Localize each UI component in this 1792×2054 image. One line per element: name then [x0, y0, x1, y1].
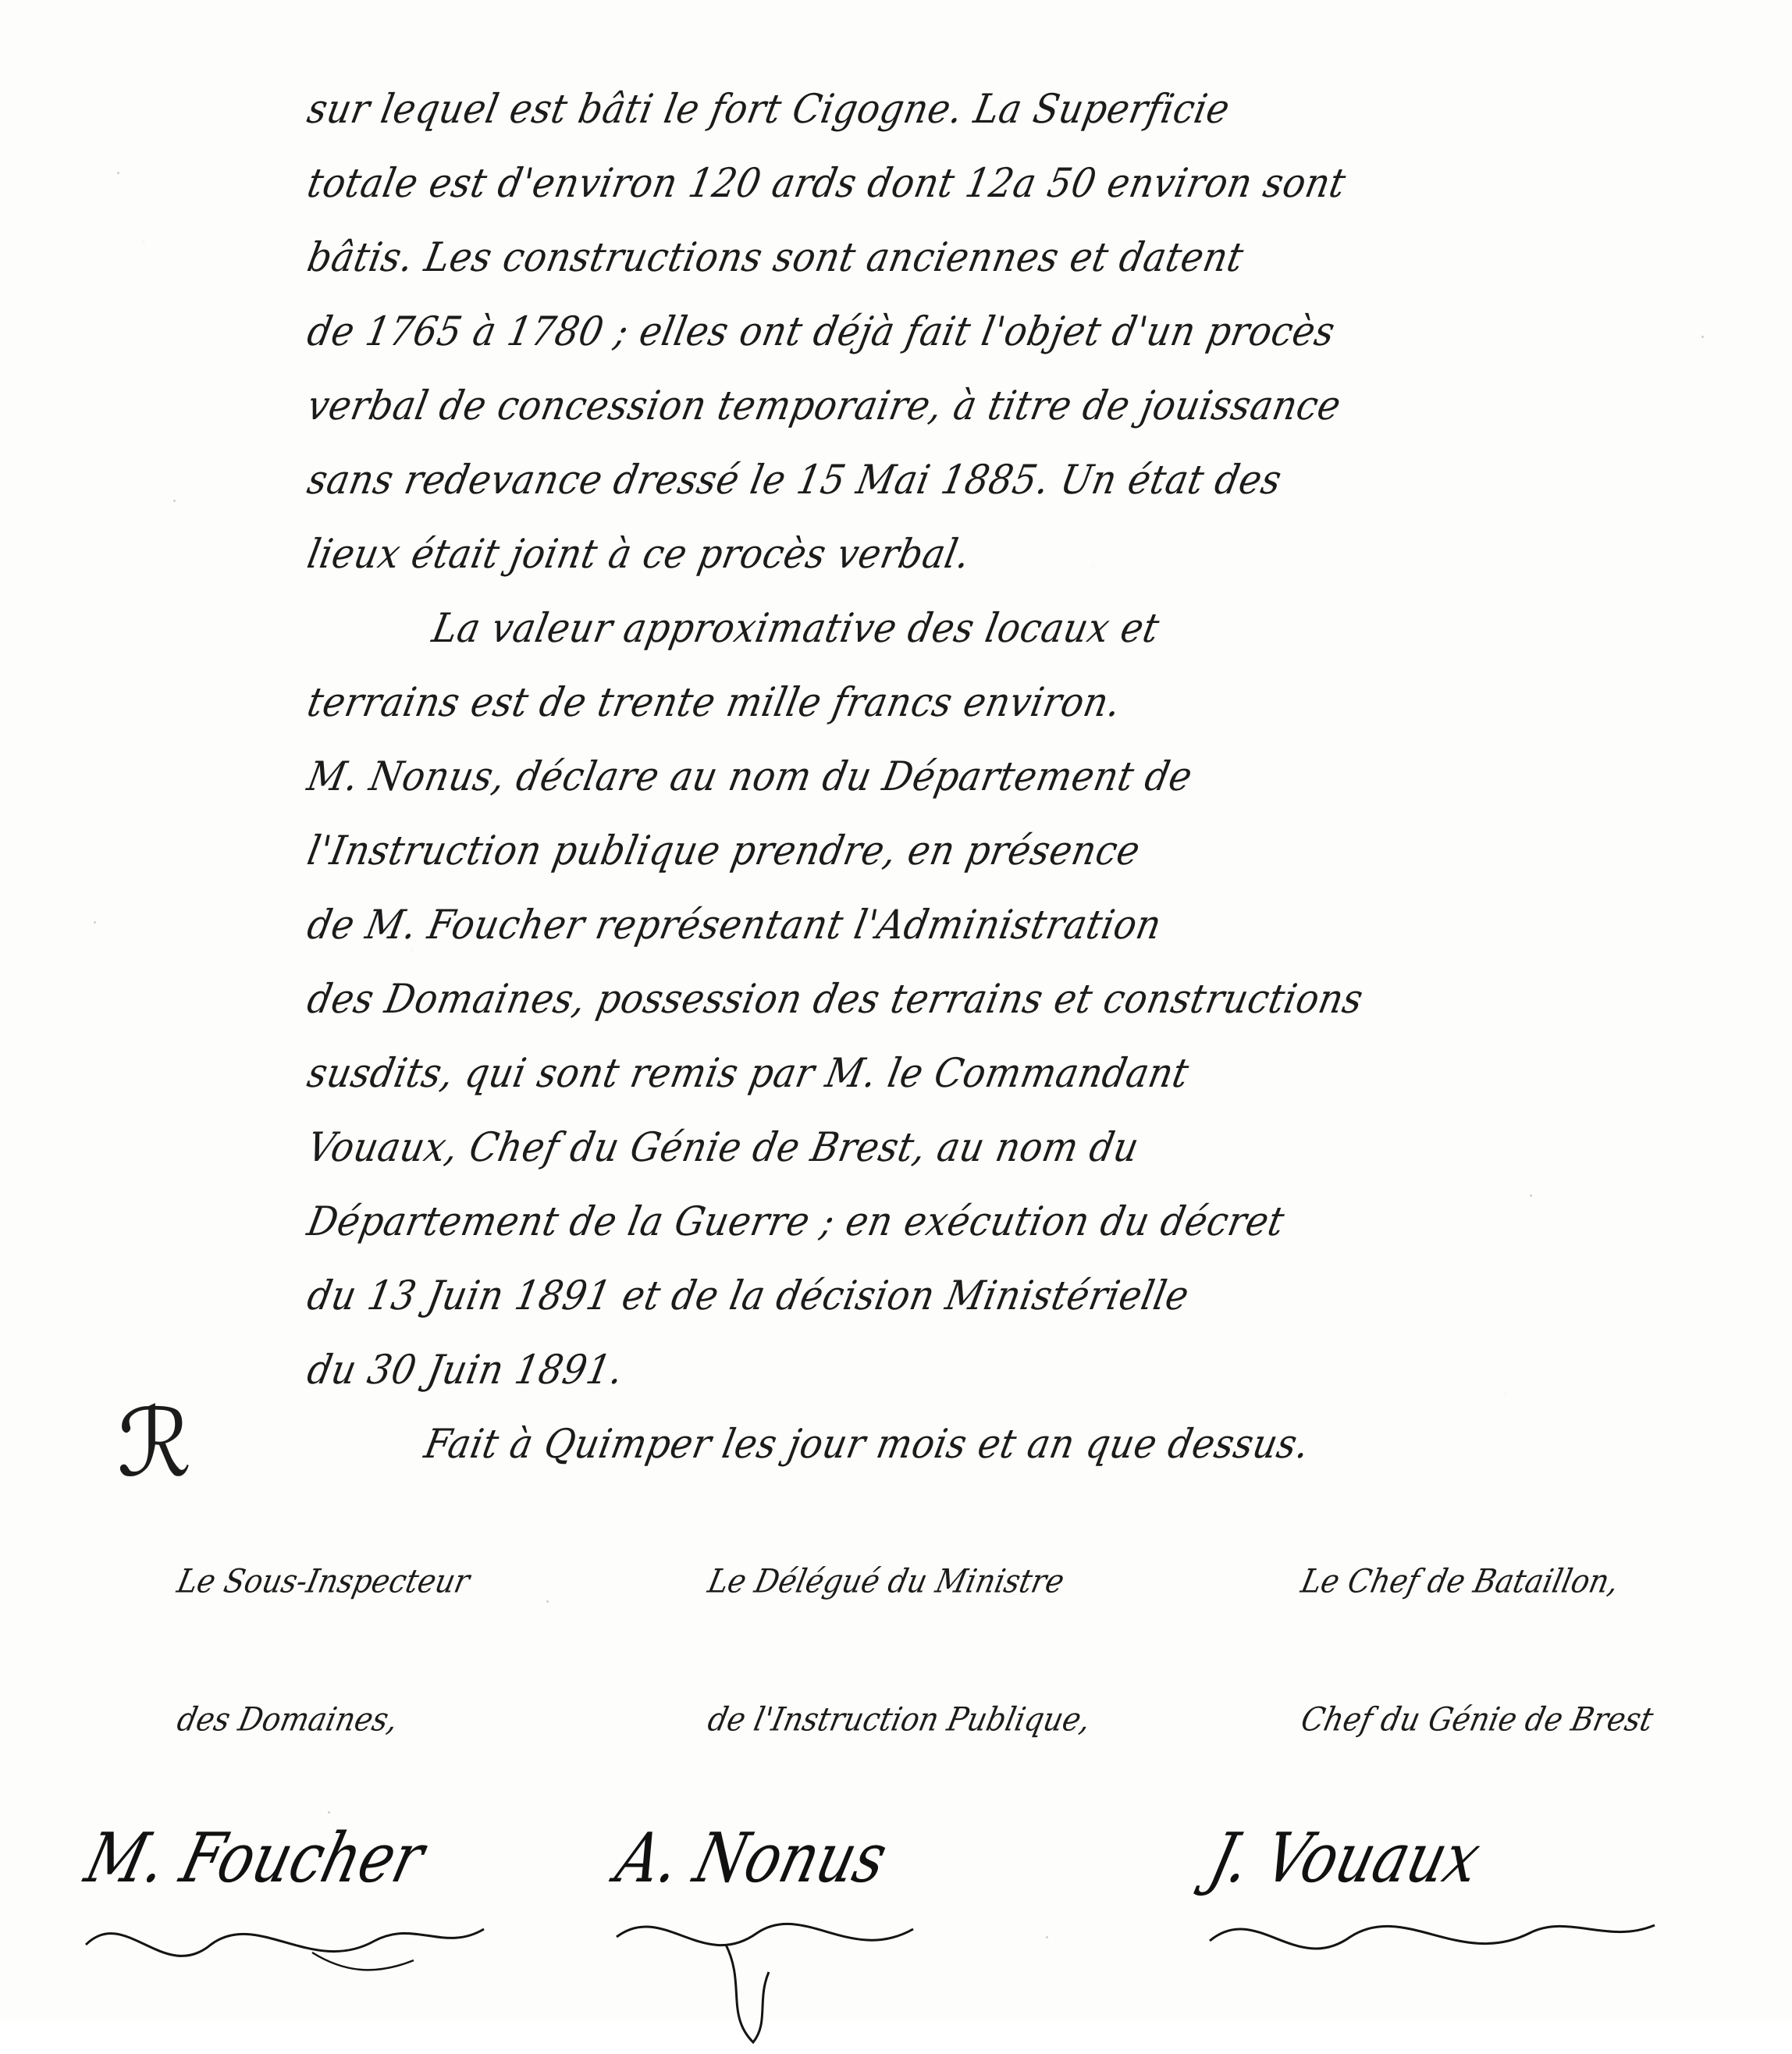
manuscript-line [304, 1390, 1764, 1468]
manuscript-line-text: terrains est de trente mille francs environ. [304, 678, 1125, 726]
body-paragraphs [304, 55, 1764, 1468]
manuscript-line [304, 1167, 1764, 1245]
manuscript-line [304, 1019, 1764, 1097]
manuscript-line-text: sur lequel est bâti le fort Cigogne. La Superficie [304, 85, 1234, 133]
signature-mark: A. Nonus [609, 1817, 895, 1899]
manuscript-line [304, 351, 1764, 429]
manuscript-line-text: de 1765 à 1780 ; elles ont déjà fait l'objet d'un procès [304, 308, 1339, 355]
pen-flourish-icon: ℛ [117, 1390, 192, 1498]
signature-title-line: Le Délégué du Ministre [704, 1561, 1068, 1600]
manuscript-line [304, 1241, 1764, 1319]
manuscript-line-text: lieux était joint à ce procès verbal. [304, 530, 975, 578]
manuscript-line [304, 1093, 1764, 1171]
signature-title-line: Le Sous-Inspecteur [173, 1561, 473, 1600]
manuscript-line [304, 945, 1764, 1023]
manuscript-line-text: du 30 Juin 1891. [304, 1346, 628, 1394]
manuscript-line [304, 500, 1764, 578]
manuscript-line-text: Vouaux, Chef du Génie de Brest, au nom du [304, 1123, 1143, 1171]
manuscript-line-text: Département de la Guerre ; en exécution du décret [304, 1198, 1289, 1245]
manuscript-line-text: La valeur approximative des locaux et [428, 604, 1164, 652]
manuscript-line-text: de M. Foucher représentant l'Administration [304, 901, 1166, 949]
manuscript-line-text: susdits, qui sont remis par M. le Commandant [304, 1049, 1193, 1097]
signature-flourish-icon [78, 1898, 515, 1992]
signature-title-line: de l'Instruction Publique, [704, 1700, 1094, 1738]
signature-block-sous-inspecteur [78, 1390, 546, 1992]
manuscript-line [304, 55, 1764, 133]
manuscript-line [304, 648, 1764, 726]
manuscript-line [304, 425, 1764, 504]
manuscript-line-text: bâtis. Les constructions sont anciennes et datent [304, 233, 1248, 281]
signature-mark: M. Foucher [78, 1817, 432, 1899]
signature-block-chef-bataillon [1202, 1468, 1670, 1992]
signature-mark: J. Vouaux [1202, 1817, 1488, 1899]
manuscript-line [304, 1315, 1764, 1394]
signature-title-line: Chef du Génie de Brest [1297, 1700, 1657, 1738]
signature-flourish-icon [609, 1898, 1046, 2054]
manuscript-line-text: des Domaines, possession des terrains et constructions [304, 975, 1367, 1023]
manuscript-line-text: du 13 Juin 1891 et de la décision Ministérielle [304, 1272, 1193, 1319]
signature-title-line: des Domaines, [173, 1700, 402, 1738]
manuscript-line [304, 129, 1764, 207]
manuscript-line-text: verbal de concession temporaire, à titre de jouissance [304, 382, 1346, 429]
signature-title-line: Le Chef de Bataillon, [1297, 1561, 1623, 1600]
manuscript-line-text: l'Instruction publique prendre, en présence [304, 827, 1144, 874]
manuscript-line [304, 870, 1764, 949]
manuscript-line-text: Fait à Quimper les jour mois et an que dessus. [421, 1420, 1314, 1468]
manuscript-line [304, 796, 1764, 874]
manuscript-line [304, 203, 1764, 281]
manuscript-line-text: sans redevance dressé le 15 Mai 1885. Un état des [304, 456, 1286, 504]
manuscript-line [304, 722, 1764, 800]
manuscript-line [304, 277, 1764, 355]
manuscript-line-text: totale est d'environ 120 ards dont 12a 50 environ sont [304, 159, 1350, 207]
manuscript-line-text: M. Nonus, déclare au nom du Département de [304, 753, 1196, 800]
signature-flourish-icon [1202, 1898, 1686, 1992]
signature-block-delegue-ministre [609, 1468, 1094, 2054]
manuscript-line [304, 574, 1764, 652]
